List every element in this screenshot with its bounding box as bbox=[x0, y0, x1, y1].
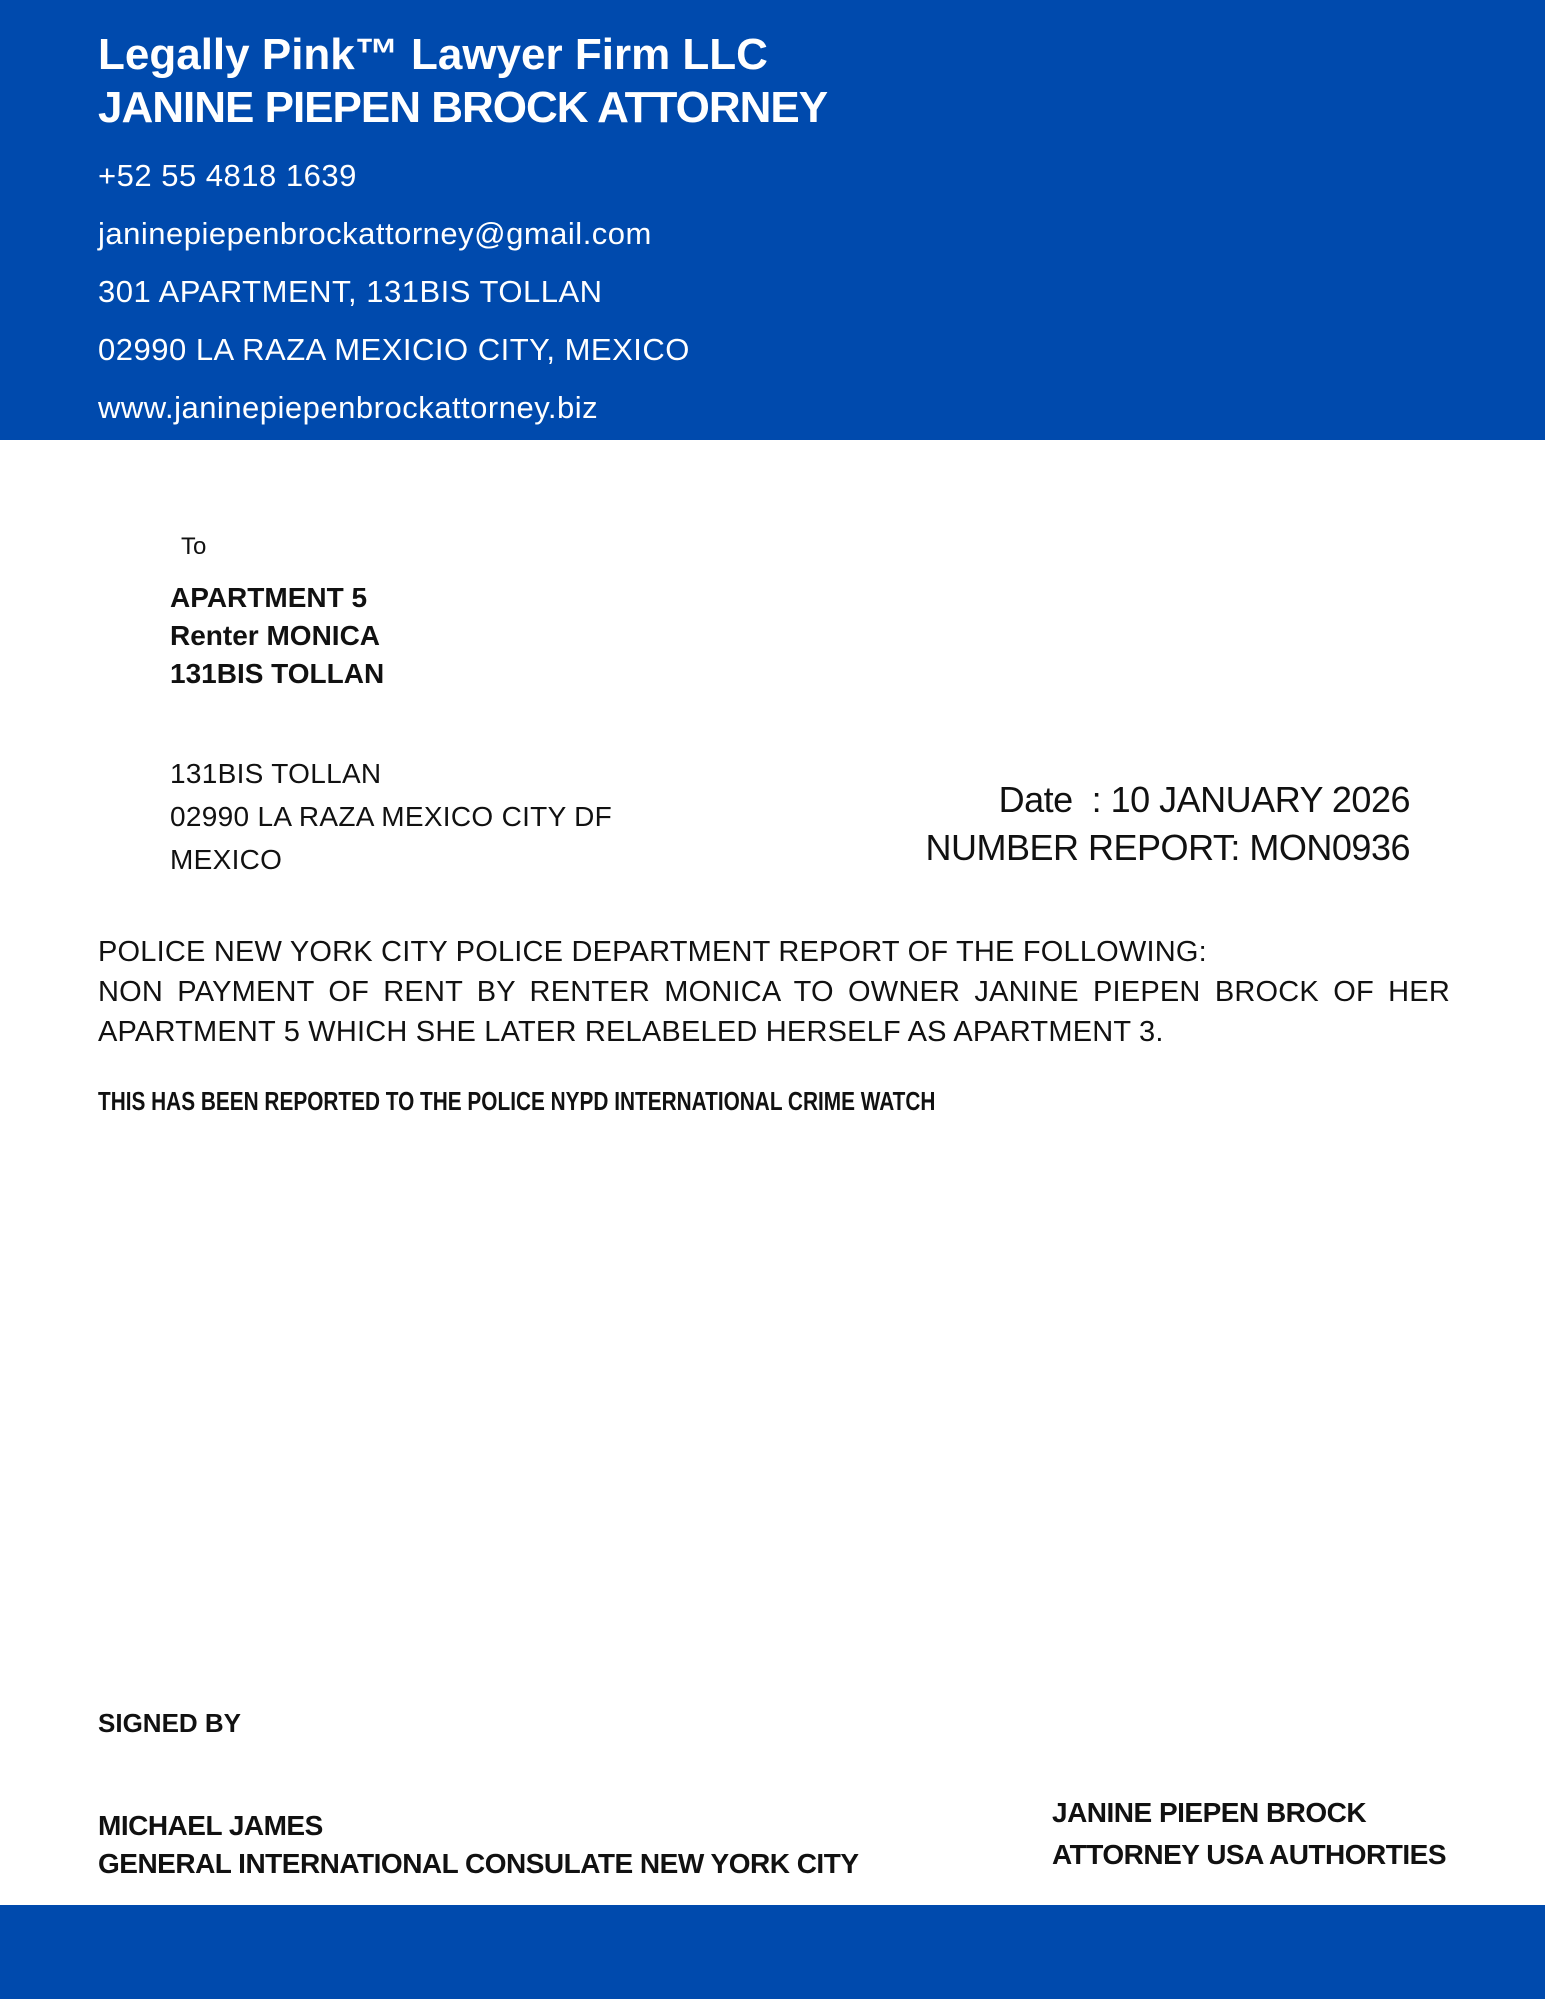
notice-line bbox=[98, 1083, 1145, 1119]
report-intro-line: POLICE NEW YORK CITY POLICE DEPARTMENT REPORT OF THE FOLLOWING: bbox=[98, 936, 1207, 968]
report-statement: NON PAYMENT OF RENT BY RENTER MONICA TO OWNER JANINE PIEPEN BROCK OF HER APARTMENT 5 WHICH SHE LATER RELABELED HERSELF AS APARTMENT 3. bbox=[98, 976, 1450, 1048]
signatory-left-title: GENERAL INTERNATIONAL CONSULATE NEW YORK CITY bbox=[98, 1848, 859, 1879]
firm-name: Legally Pink™ Lawyer Firm LLC bbox=[98, 30, 768, 79]
recipient-block bbox=[170, 579, 384, 693]
signatory-right-title: ATTORNEY USA AUTHORTIES bbox=[1052, 1839, 1447, 1870]
recipient-address-block bbox=[170, 752, 612, 881]
signatory-left-block bbox=[98, 1807, 859, 1883]
report-meta bbox=[926, 776, 1410, 872]
to-label: To bbox=[181, 533, 207, 560]
recipient-street-line: 131BIS TOLLAN bbox=[170, 658, 385, 689]
notice-text: THIS HAS BEEN REPORTED TO THE POLICE NYPD INTERNATIONAL CRIME WATCH bbox=[98, 1086, 936, 1116]
footer-bar bbox=[0, 1905, 1545, 1999]
recipient-name-line: Renter MONICA bbox=[170, 620, 381, 651]
signatory-right-name: JANINE PIEPEN BROCK bbox=[1052, 1797, 1367, 1828]
letterhead-banner bbox=[0, 0, 1545, 440]
report-date: Date : 10 JANUARY 2026 bbox=[998, 779, 1410, 820]
office-address-line1: 301 APARTMENT, 131BIS TOLLAN bbox=[98, 274, 603, 309]
report-body bbox=[98, 932, 1450, 1052]
recipient-address-line3: MEXICO bbox=[170, 844, 283, 875]
signatory-right-block bbox=[1052, 1792, 1446, 1876]
signatory-left-name: MICHAEL JAMES bbox=[98, 1810, 323, 1841]
recipient-address-line2: 02990 LA RAZA MEXICO CITY DF bbox=[170, 801, 613, 832]
email-address[interactable]: janinepiepenbrockattorney@gmail.com bbox=[98, 216, 652, 251]
report-number: NUMBER REPORT: MON0936 bbox=[925, 827, 1410, 868]
recipient-apartment-line: APARTMENT 5 bbox=[170, 582, 368, 613]
phone-number: +52 55 4818 1639 bbox=[98, 158, 357, 193]
office-address-line2: 02990 LA RAZA MEXICIO CITY, MEXICO bbox=[98, 332, 690, 367]
signed-by-label: SIGNED BY bbox=[98, 1708, 242, 1738]
attorney-name: JANINE PIEPEN BROCK ATTORNEY bbox=[98, 83, 828, 132]
recipient-address-line1: 131BIS TOLLAN bbox=[170, 758, 382, 789]
website-url[interactable]: www.janinepiepenbrockattorney.biz bbox=[98, 390, 599, 425]
